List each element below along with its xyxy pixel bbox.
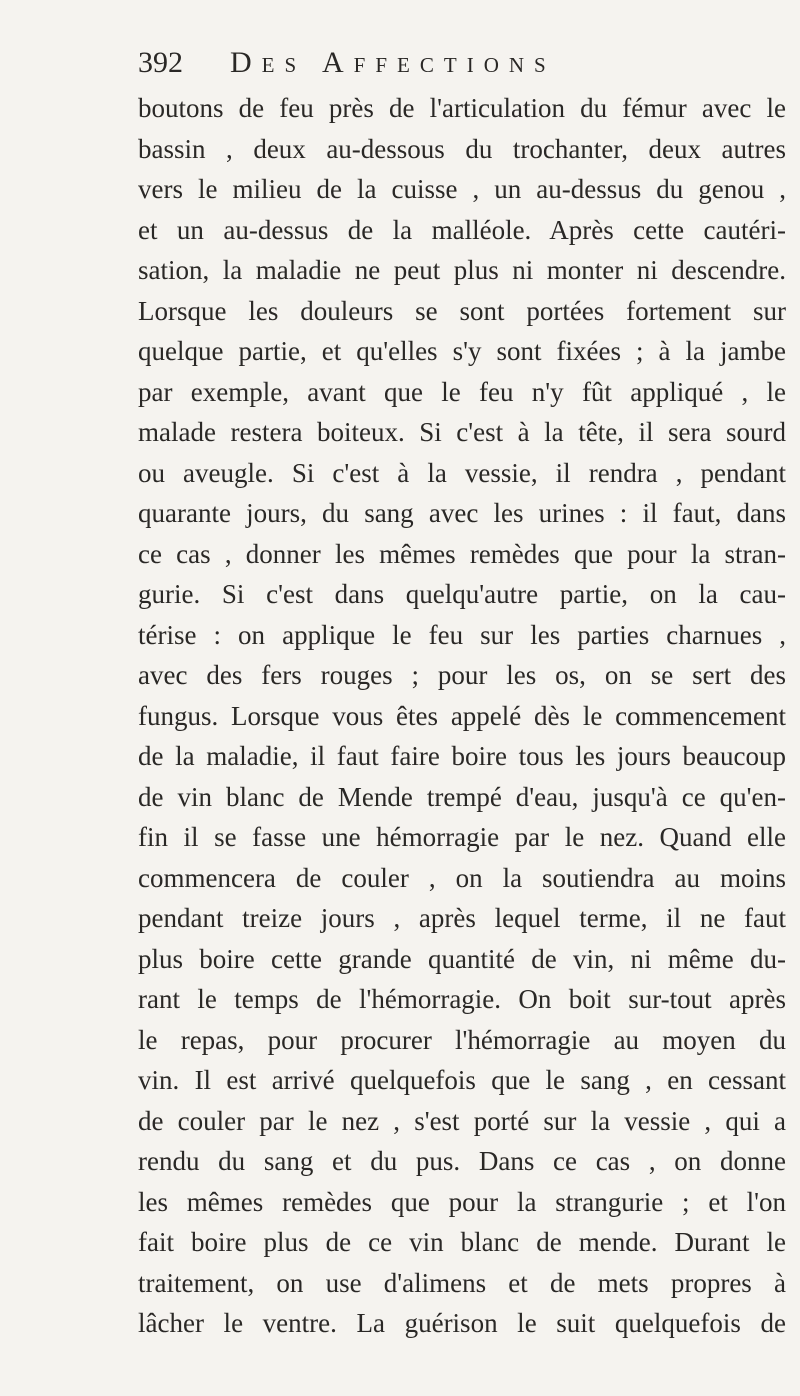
text-line: de vin blanc de Mende trempé d'eau, jusqu'à ce qu'en- [138, 781, 786, 812]
text-line: de la maladie, il faut faire boire tous les jours beaucoup [138, 741, 786, 771]
text-line: fungus. Lorsque vous êtes appelé dès le commencement [138, 700, 786, 731]
text-line: quarante jours, du sang avec les urines : il faut, dans [138, 498, 786, 528]
text-line: le repas, pour procurer l'hémorragie au moyen du [138, 1024, 786, 1055]
text-line: sation, la maladie ne peut plus ni monter ni descendre. [138, 255, 786, 285]
text-line: ou aveugle. Si c'est à la vessie, il rendra , pendant [138, 457, 786, 488]
text-line: et un au-dessus de la malléole. Après cette cautéri- [138, 214, 786, 245]
text-line: traitement, on use d'alimens et de mets propres à [138, 1267, 786, 1298]
text-line: fait boire plus de ce vin blanc de mende. Durant le [138, 1227, 786, 1257]
running-head [138, 46, 778, 86]
text-line: de couler par le nez , s'est porté sur la vessie , qui a [138, 1105, 786, 1136]
text-line: lâcher le ventre. La guérison le suit quelquefois de [138, 1308, 786, 1338]
text-line: vers le milieu de la cuisse , un au-dessus du genou , [138, 174, 786, 204]
text-line: plus boire cette grande quantité de vin, ni même du- [138, 943, 786, 974]
text-line: par exemple, avant que le feu n'y fût appliqué , le [138, 376, 786, 407]
text-line: gurie. Si c'est dans quelqu'autre partie, on la cau- [138, 579, 786, 609]
text-line: les mêmes remèdes que pour la strangurie ; et l'on [138, 1186, 786, 1217]
text-line: vin. Il est arrivé quelquefois que le sang , en cessant [138, 1065, 786, 1095]
text-line: fin il se fasse une hémorragie par le nez. Quand elle [138, 822, 786, 852]
text-line: boutons de feu près de l'articulation du fémur avec le [138, 93, 786, 123]
text-line: ce cas , donner les mêmes remèdes que pour la stran- [138, 538, 786, 569]
text-line: commencera de couler , on la soutiendra au moins [138, 862, 786, 893]
text-line: bassin , deux au-dessous du trochanter, deux autres [138, 133, 786, 164]
text-line: térise : on applique le feu sur les parties charnues , [138, 619, 786, 650]
text-line: Lorsque les douleurs se sont portées fortement sur [138, 295, 786, 326]
body-text [138, 88, 786, 1344]
text-line: avec des fers rouges ; pour les os, on se sert des [138, 660, 786, 690]
text-line: rant le temps de l'hémorragie. On boit sur-tout après [138, 984, 786, 1014]
text-line: rendu du sang et du pus. Dans ce cas , on donne [138, 1146, 786, 1176]
text-line: malade restera boiteux. Si c'est à la tête, il sera sourd [138, 417, 786, 447]
text-line: pendant treize jours , après lequel terme, il ne faut [138, 903, 786, 933]
page-number: 392 [138, 46, 183, 79]
text-line: quelque partie, et qu'elles s'y sont fixées ; à la jambe [138, 336, 786, 366]
running-title: Des Affections [230, 46, 556, 79]
